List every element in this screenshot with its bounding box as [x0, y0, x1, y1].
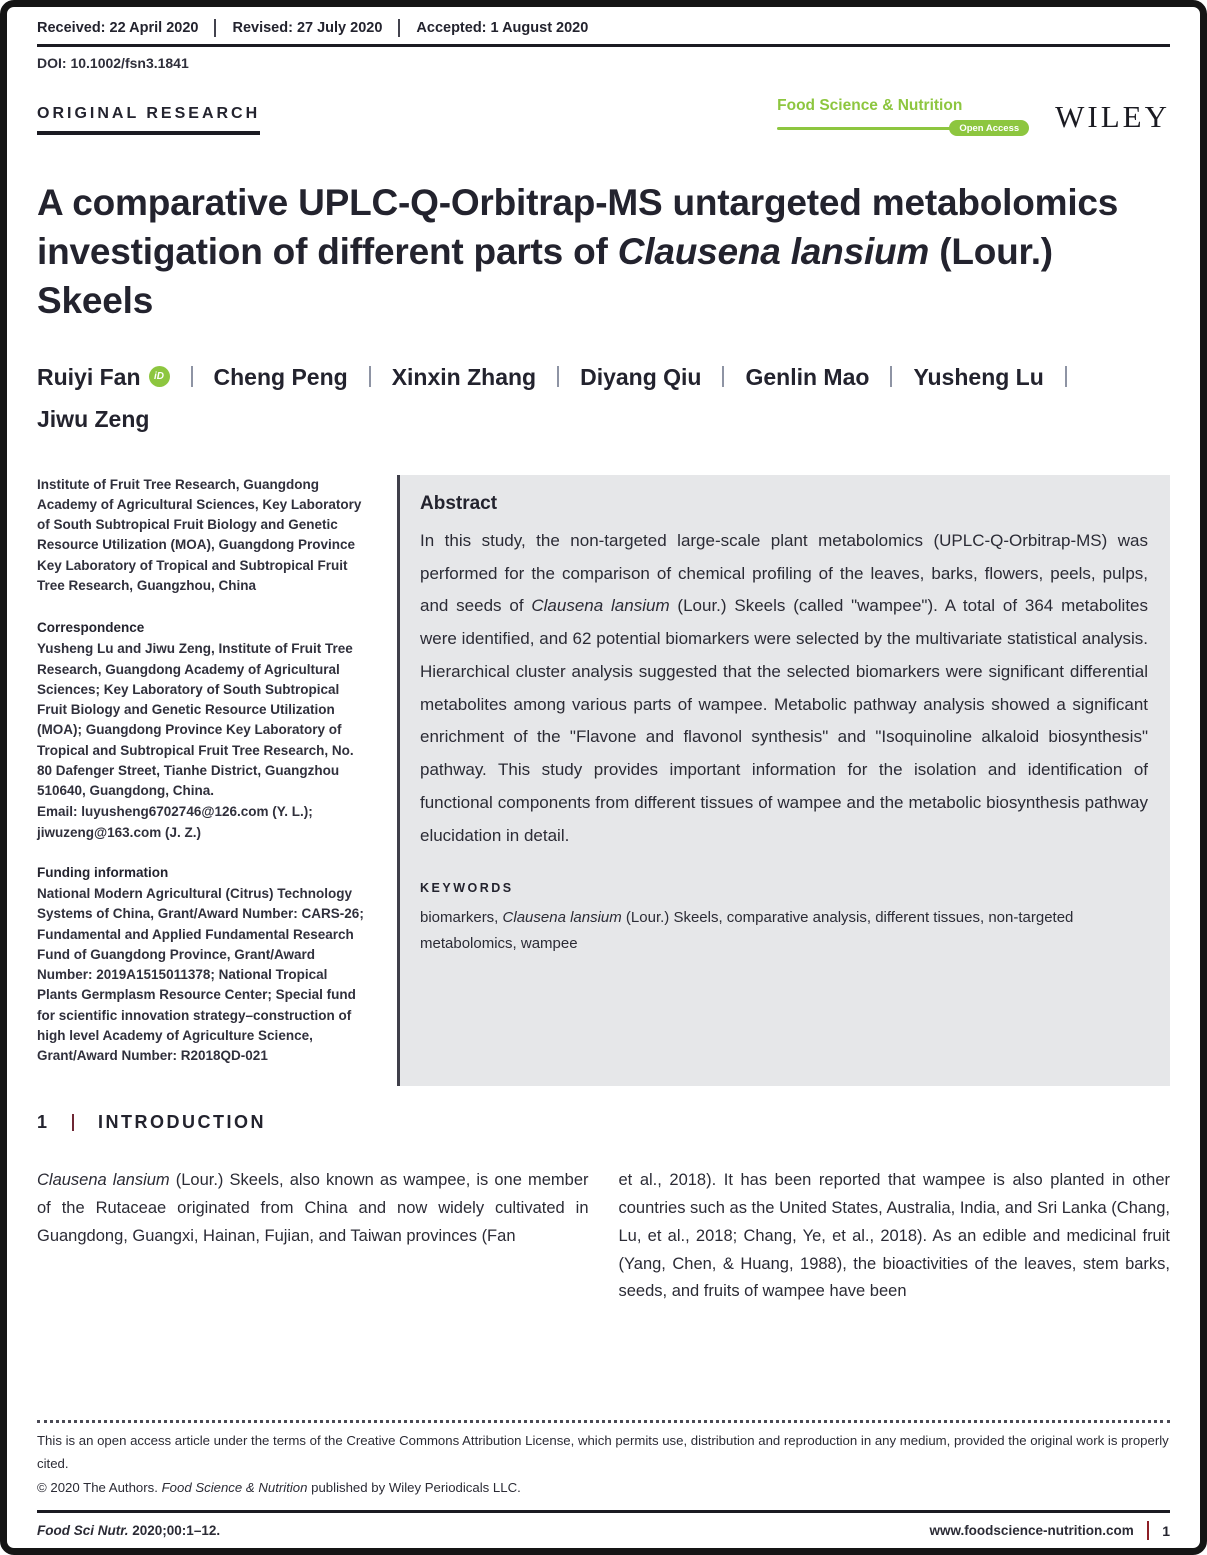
correspondence-heading: Correspondence: [37, 620, 145, 636]
author-name: Diyang Qiu: [580, 363, 702, 390]
introduction-body: [37, 1167, 1170, 1306]
author-list: [37, 356, 1170, 441]
author-separator: [1065, 366, 1067, 387]
page-number: 1: [1162, 1522, 1170, 1539]
journal-brand: [777, 97, 1029, 136]
author-separator: [890, 366, 892, 387]
article-type-label: ORIGINAL RESEARCH: [37, 105, 260, 135]
copyright-text: © 2020 The Authors. Food Science & Nutrition published by Wiley Periodicals LLC.: [37, 1480, 521, 1496]
author-name: Jiwu Zeng: [37, 406, 150, 433]
correspondence-body: Yusheng Lu and Jiwu Zeng, Institute of Fruit Tree Research, Guangdong Academy of Agricultural Sciences; Key Laboratory of South Subtropical Fruit Biology and Genetic Resource Utilization (MOA); Guangdong Province Key Laboratory of Tropical and Subtropical Fruit Tree Research, No. 80 Dafenger Street, Tianhe District, Guangzhou 510640, Guangdong, China.: [37, 641, 354, 799]
section-title: INTRODUCTION: [98, 1112, 267, 1133]
author: [37, 398, 149, 441]
page-number-separator: [1147, 1521, 1150, 1540]
correspondence-block: [37, 618, 367, 843]
author: [580, 356, 701, 399]
brand-underline: [777, 127, 951, 130]
funding-body: National Modern Agricultural (Citrus) Technology Systems of China, Grant/Award Number: CARS-26; Fundamental and Applied Fundamental Research Fund of Guangdong Province, Grant/Award Number: 2019A1515011378; National Tropical Plants Germplasm Resource Center; Special fund for scientific innovation strategy–construction of high level Academy of Agriculture Science, Grant/Award Number: R2018QD-021: [37, 886, 364, 1064]
email-label: Email:: [37, 804, 78, 820]
keywords-heading: KEYWORDS: [420, 880, 514, 895]
footer: [37, 1420, 1170, 1548]
author: [214, 356, 348, 399]
abstract-text: In this study, the non-targeted large-scale plant metabolomics (UPLC-Q-Orbitrap-MS) was performed for the comparison of chemical profiling of the leaves, barks, flowers, peels, pulps, and seeds of Clausena lansium (Lour.) Skeels (called "wampee"). A total of 364 metabolites were identified, and 62 potential biomarkers were selected by the multivariate statistical analysis. Hierarchical cluster analysis suggested that the selected biomarkers were significant differential metabolites among various parts of wampee. Metabolic pathway analysis showed a significant enrichment of the "Flavone and flavonol synthesis" and "Isoquinoline alkaloid biosynthesis" pathway. This study provides important information for the isolation and identification of functional components from different tissues of wampee and the metabolic biosynthesis pathway elucidation in detail.: [420, 530, 1148, 845]
author: [392, 356, 536, 399]
section-heading-introduction: [37, 1112, 1170, 1133]
revised-date: Revised: 27 July 2020: [232, 20, 383, 36]
author: [745, 356, 869, 399]
received-date: Received: 22 April 2020: [37, 20, 199, 36]
author-name: Ruiyi Fan: [37, 363, 141, 390]
author: [37, 356, 170, 399]
author: [913, 356, 1043, 399]
dotted-divider: [37, 1420, 1170, 1423]
keywords-text: biomarkers, Clausena lansium (Lour.) Skeels, comparative analysis, different tissues, non-targeted metabolomics, wampee: [420, 908, 1074, 952]
wiley-logo: WILEY: [1055, 98, 1170, 134]
funding-block: [37, 863, 367, 1067]
abstract-box: [397, 475, 1170, 1087]
intro-column-right: et al., 2018). It has been reported that wampee is also planted in other countries such as the United States, Australia, India, and Sri Lanka (Chang, Lu, et al., 2018; Chang, Ye, et al., 2018). As an edible and medicinal fruit (Yang, Chen, & Huang, 1988), the bioactivities of the leaves, stem barks, seeds, and fruits of wampee have been: [618, 1171, 1170, 1301]
email-addresses[interactable]: luyusheng6702746@126.com (Y. L.); jiwuzeng@163.com (J. Z.): [37, 804, 313, 840]
open-access-badge: Open Access: [949, 120, 1029, 136]
author-name: Xinxin Zhang: [391, 363, 537, 390]
license-text: This is an open access article under the terms of the Creative Commons Attribution License, which permits use, distribution and reproduction in any medium, provided the original work is properly cited.: [37, 1432, 1169, 1471]
manuscript-dates: [37, 19, 1170, 37]
author-separator: [369, 366, 371, 387]
journal-name: Food Science & Nutrition: [777, 97, 963, 114]
paper-title: A comparative UPLC-Q-Orbitrap-MS untargeted metabolomics investigation of different parts of Clausena lansium (Lour.) Skeels: [37, 182, 1119, 322]
doi: DOI: 10.1002/fsn3.1841: [37, 55, 189, 71]
author-name: Yusheng Lu: [913, 363, 1044, 390]
author-separator: [557, 366, 559, 387]
intro-column-left: Clausena lansium (Lour.) Skeels, also known as wampee, is one member of the Rutaceae originated from China and now widely cultivated in Guangdong, Guangxi, Hainan, Fujian, and Taiwan provinces (Fan: [37, 1171, 589, 1245]
accepted-date: Accepted: 1 August 2020: [416, 20, 589, 36]
section-separator: [72, 1114, 74, 1131]
author-separator: [191, 366, 193, 387]
header-rule: [37, 44, 1170, 47]
date-separator: [214, 19, 216, 37]
date-separator: [398, 19, 400, 37]
abstract-heading: Abstract: [420, 492, 498, 514]
correspondence-emails: [37, 802, 367, 843]
author-name: Cheng Peng: [213, 363, 348, 390]
author-name: Genlin Mao: [745, 363, 870, 390]
journal-website-link[interactable]: www.foodscience-nutrition.com: [929, 1523, 1134, 1538]
affiliation: Institute of Fruit Tree Research, Guangdong Academy of Agricultural Sciences, Key Laboratory of South Subtropical Fruit Biology and Genetic Resource Utilization (MOA), Guangdong Province Key Laboratory of Tropical and Subtropical Fruit Tree Research, Guangzhou, China: [37, 476, 362, 593]
section-number: 1: [37, 1112, 49, 1133]
orcid-icon[interactable]: iD: [149, 366, 170, 387]
author-separator: [722, 366, 724, 387]
journal-citation: Food Sci Nutr. 2020;00:1–12.: [37, 1523, 221, 1538]
sidebar: [37, 475, 367, 1087]
funding-heading: Funding information: [37, 864, 169, 880]
